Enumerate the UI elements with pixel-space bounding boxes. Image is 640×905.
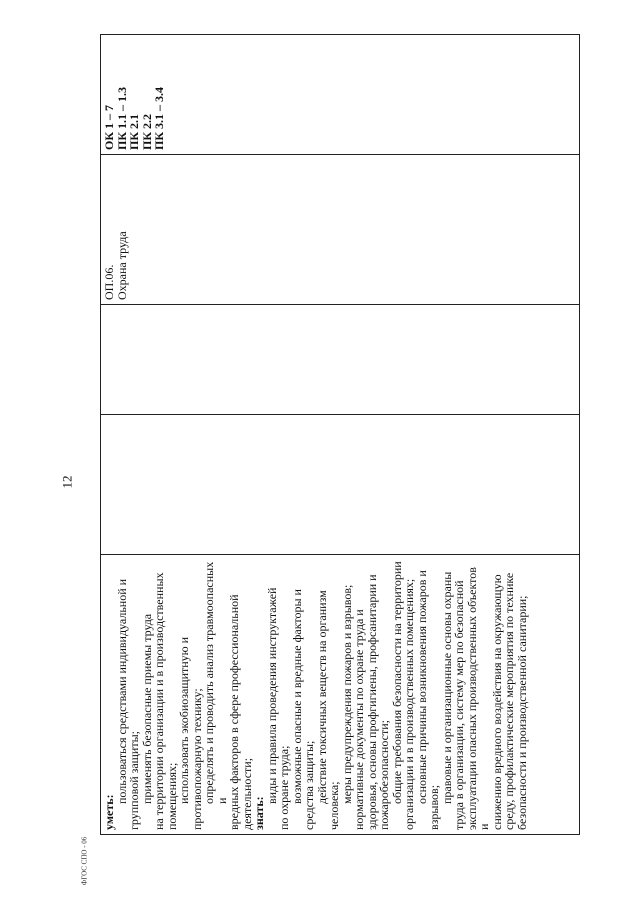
competencies-list — [103, 39, 166, 150]
znat-line: снижению вредного воздействия на окружающую — [489, 574, 504, 830]
umet-list — [116, 559, 254, 830]
znat-line: общие требования безопасности на территории — [389, 561, 404, 804]
umet-line: помещениях; — [164, 762, 179, 830]
znat-line: правовые и организационные основы охраны — [439, 571, 454, 804]
competency-code: ОК 1 – 7 — [102, 104, 116, 150]
rotated-table-wrapper — [100, 35, 580, 835]
content-cell — [101, 555, 580, 835]
znat-line: меры предупреждения пожаров и взрывов; — [339, 584, 354, 804]
znat-line: средства защиты; — [302, 740, 316, 830]
competency-code: ПК 2.1 — [127, 113, 141, 150]
discipline-cell — [101, 155, 580, 305]
znat-line: здоровья, основы профгигиены, профсанитарии и — [364, 574, 379, 830]
znat-line: эксплуатации опасных производственных объектов и — [464, 567, 491, 830]
umet-line: деятельности; — [239, 757, 254, 830]
page-number: 12 — [59, 475, 74, 489]
umet-line: применять безопасные приемы труда — [139, 613, 154, 804]
znat-line: среду, профилактические мероприятия по технике — [502, 572, 516, 830]
umet-line: вредных факторов в сфере профессиональной — [227, 594, 241, 830]
znat-line: действие токсичных веществ на организм — [314, 590, 329, 804]
standard-table — [100, 34, 580, 835]
znat-line: взрывов; — [427, 784, 441, 830]
znat-line: возможные опасные и вредные факторы и — [289, 589, 304, 804]
znat-line: основные причины возникновения пожаров и — [414, 570, 429, 804]
znat-list — [266, 559, 529, 830]
umet-line: противопожарную технику; — [189, 688, 204, 830]
znat-line: безопасности и производственной санитарии; — [514, 595, 529, 830]
umet-line: определять и проводить анализ травмоопасных и — [202, 561, 229, 804]
umet-line: пользоваться средствами индивидуальной и — [114, 578, 129, 804]
discipline-code: ОП.06. — [102, 264, 116, 300]
znat-line: пожаробезопасности; — [377, 720, 391, 830]
znat-line: труда в организации, систему мер по безопасной — [452, 580, 466, 830]
discipline-name: Охрана труда — [114, 231, 129, 300]
znat-line: нормативные документы по охране труда и — [352, 609, 366, 830]
umet-label: уметь: — [102, 794, 116, 830]
competency-code: ПК 1.1 – 1.3 — [114, 86, 129, 150]
competency-code: ПК 3.1 – 3.4 — [152, 86, 166, 150]
znat-line: по охране труда; — [277, 745, 291, 830]
znat-line: организации и в производственных помещениях; — [402, 578, 416, 830]
umet-line: использовать экобиозащитную и — [177, 636, 191, 804]
znat-line: человека; — [327, 781, 341, 830]
umet-line: на территории организации и в производственных — [152, 572, 166, 830]
competencies-cell — [101, 35, 580, 155]
competency-code: ПК 2.2 — [139, 113, 154, 150]
hours2-cell — [101, 305, 580, 415]
umet-line: групповой защиты; — [127, 731, 141, 830]
hours-cell — [101, 415, 580, 555]
znat-label: знать: — [252, 796, 266, 830]
table-row — [101, 35, 580, 835]
footer-code: ФГОС СПО - 06 — [80, 836, 89, 886]
znat-line: виды и правила проведения инструктажей — [264, 587, 279, 804]
